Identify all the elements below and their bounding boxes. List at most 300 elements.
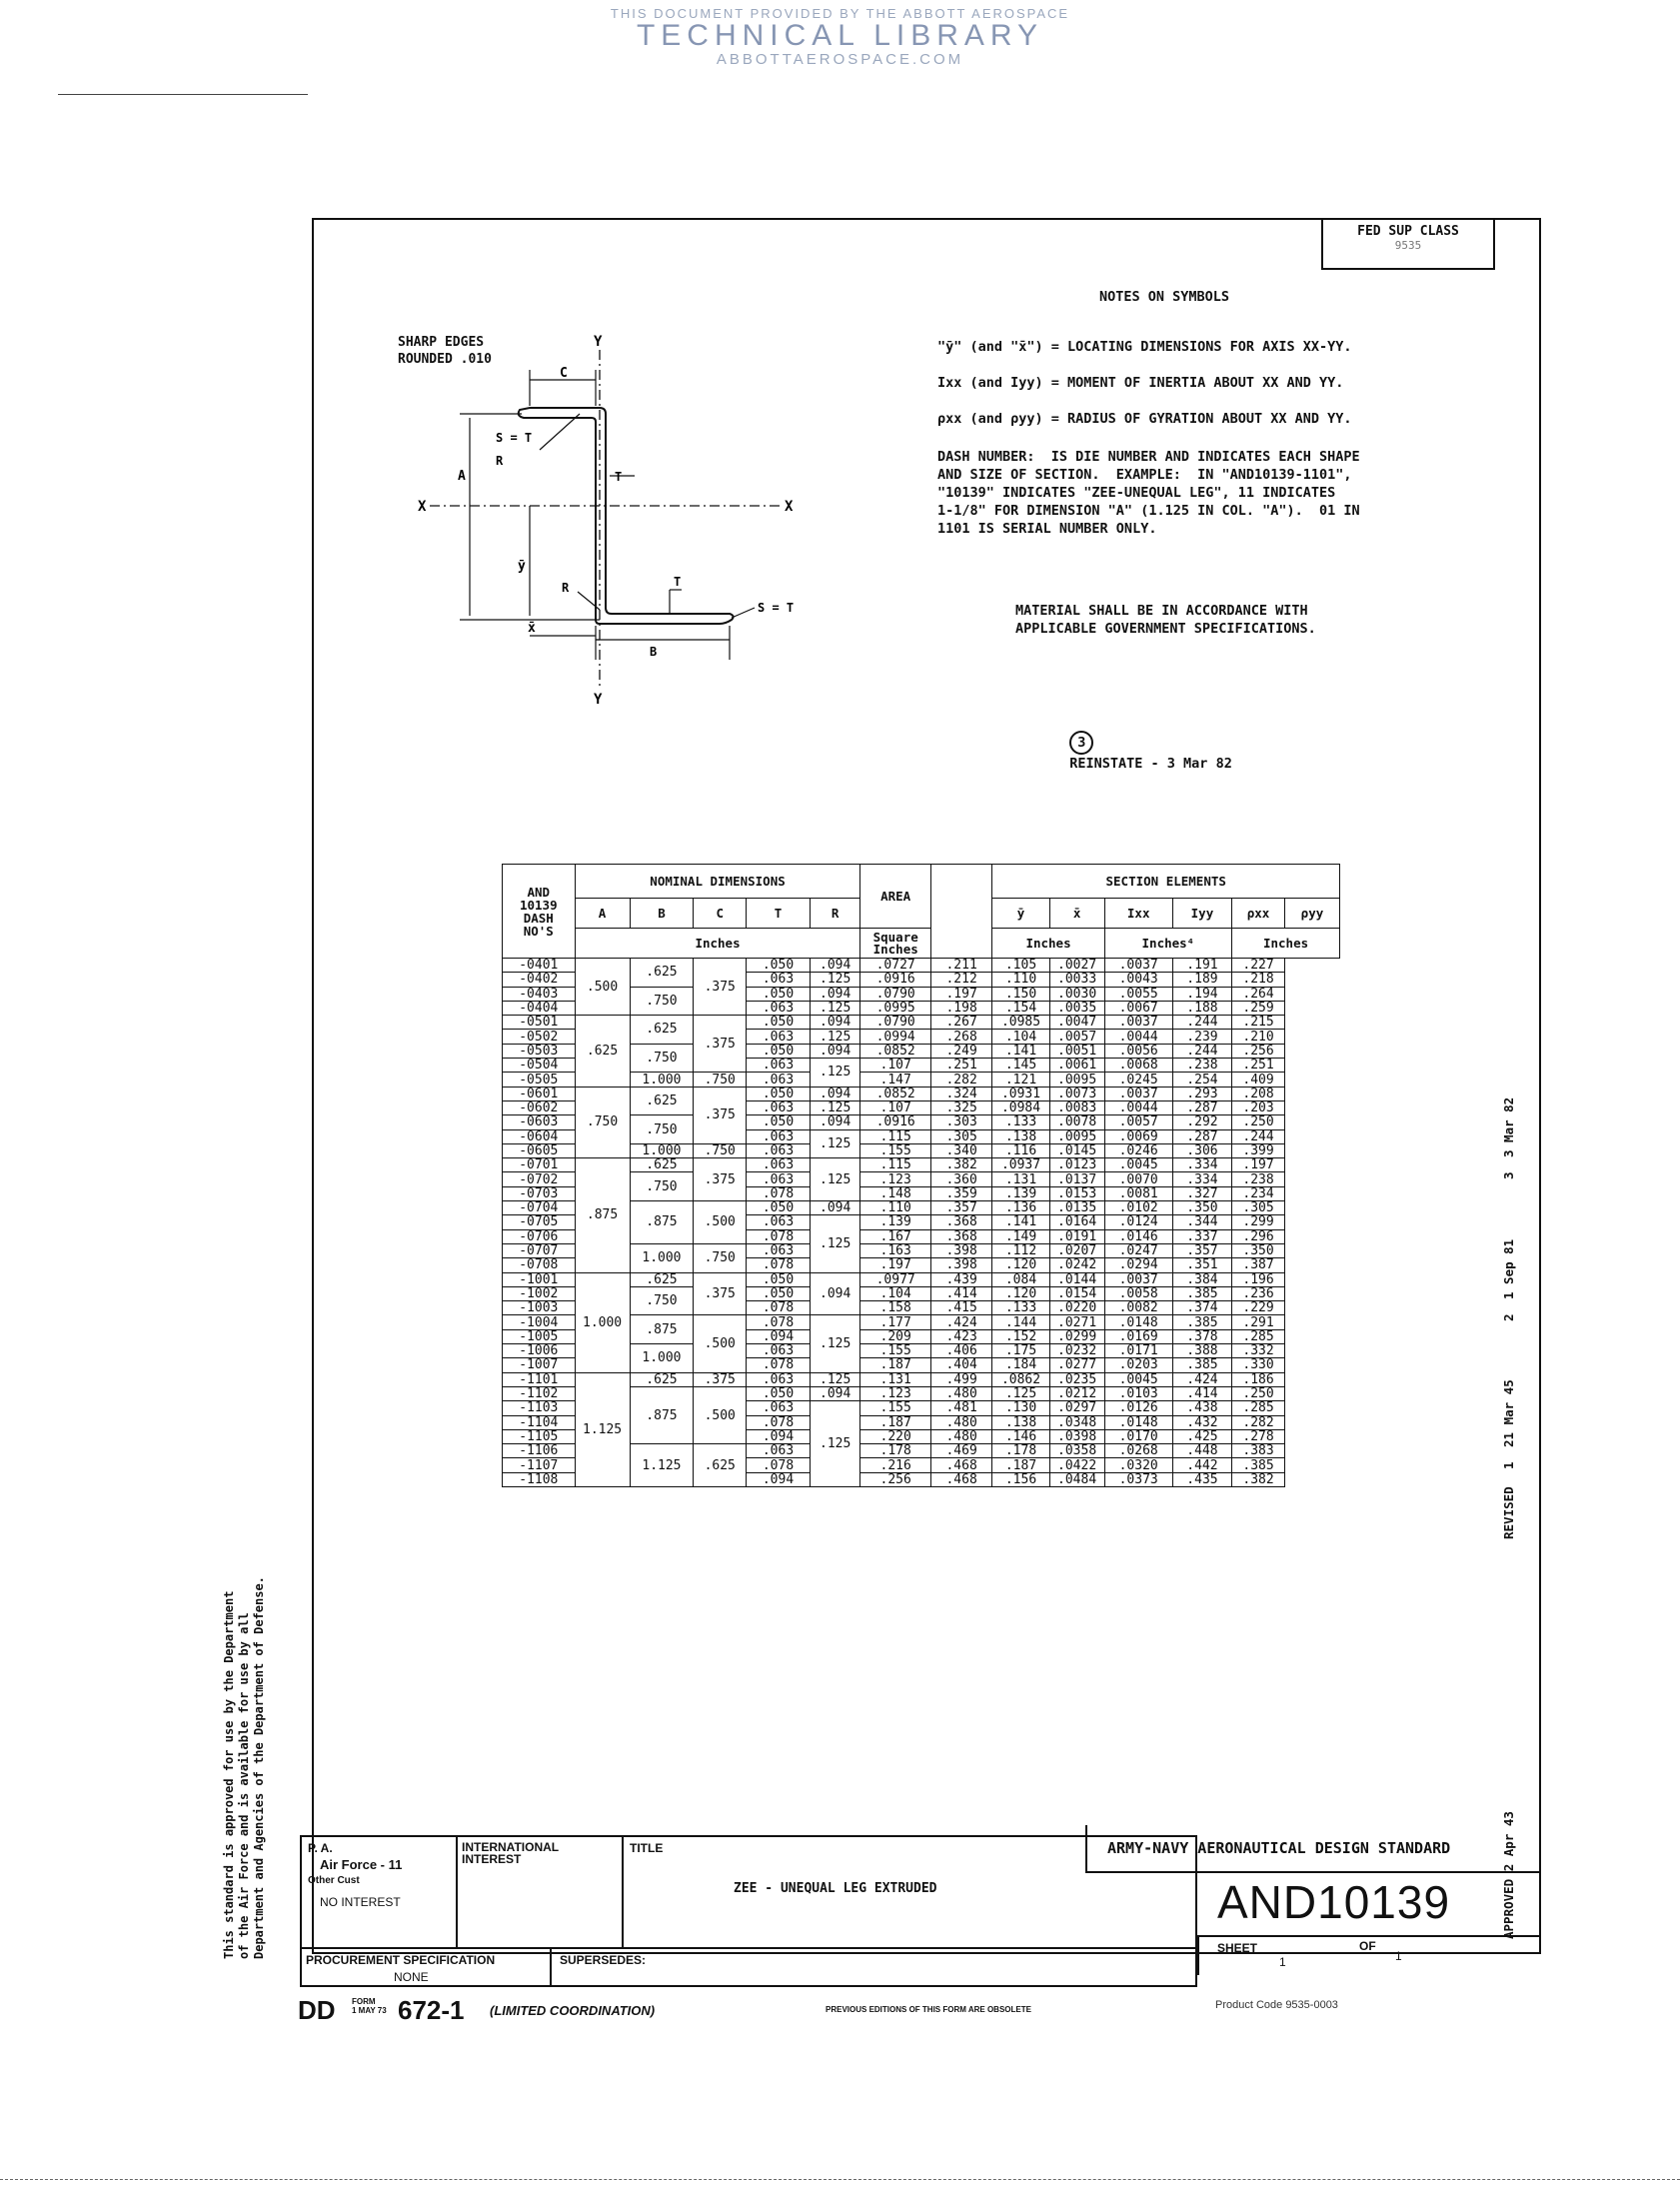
cell-ixx: .0212 [1049,1386,1104,1400]
cell-ixx: .0220 [1049,1301,1104,1315]
cell-t: .063 [747,973,811,987]
cell-ixx: .0299 [1049,1329,1104,1343]
cell-t: .050 [747,1201,811,1215]
cell-ryy: .282 [1232,1415,1285,1429]
cell-ryy: .203 [1232,1100,1285,1114]
cell-ybar: .340 [930,1143,992,1157]
cell-b: .625 [630,1016,694,1045]
cell-dash: -1107 [503,1458,576,1472]
cell-ryy: .256 [1232,1044,1285,1058]
cell-t: .063 [747,1030,811,1044]
cell-ixx: .0277 [1049,1358,1104,1372]
intl-label: INTERNATIONAL INTEREST [462,1840,560,1866]
cell-b: .875 [630,1201,694,1244]
cell-rxx: .292 [1172,1115,1231,1129]
cell-ryy: .332 [1232,1344,1285,1358]
cell-ixx: .0235 [1049,1372,1104,1386]
footer-code: Product Code 9535-0003 [1215,1999,1338,2011]
cell-t: .063 [747,1444,811,1458]
cell-iyy: .0037 [1104,1016,1172,1030]
cell-dash: -0403 [503,987,576,1001]
cell-b: .750 [630,1286,694,1315]
cell-area: .220 [860,1429,930,1443]
sheet-label: SHEET [1217,1941,1258,1955]
cell-xbar: .156 [992,1472,1049,1486]
cell-t: .063 [747,1073,811,1087]
cell-ixx: .0207 [1049,1243,1104,1257]
cell-area: .256 [860,1472,930,1486]
th-col-right: ȳ [992,899,1049,929]
title-text: ZEE - UNEQUAL LEG EXTRUDED [734,1881,937,1896]
cell-iyy: .0056 [1104,1044,1172,1058]
cell-b: .625 [630,1158,694,1172]
side-note: This standard is approved for use by the Department of the Air Force and is available for use by all Department and Agencies of the Department of Defense. [222,1576,266,1959]
th-square-inches: Square Inches [860,929,930,959]
reinstate-text: REINSTATE - 3 Mar 82 [1069,756,1232,772]
cell-xbar: .0931 [992,1087,1049,1100]
cell-a: 1.125 [575,1372,630,1486]
cell-dash: -0404 [503,1001,576,1015]
cell-ybar: .249 [930,1044,992,1058]
cell-iyy: .0247 [1104,1243,1172,1257]
th-col-left: C [694,899,747,929]
cell-ryy: .197 [1232,1158,1285,1172]
cell-iyy: .0268 [1104,1444,1172,1458]
cell-ybar: .424 [930,1315,992,1329]
cell-c: .375 [694,1372,747,1386]
note-reinstate [1053,713,1232,773]
cell-ryy: .236 [1232,1286,1285,1300]
cell-rxx: .425 [1172,1429,1231,1443]
cell-r: .125 [810,1001,860,1015]
cell-t: .078 [747,1301,811,1315]
diagram-note1: SHARP EDGES [398,335,485,350]
cell-ixx: .0348 [1049,1415,1104,1429]
intl-box [456,1835,624,1949]
pa-label: P. A. [308,1841,333,1855]
cell-iyy: .0082 [1104,1301,1172,1315]
cell-ixx: .0030 [1049,987,1104,1001]
footer-previous: PREVIOUS EDITIONS OF THIS FORM ARE OBSOLETE [826,2005,1031,2014]
cell-iyy: .0044 [1104,1030,1172,1044]
cell-c: .375 [694,1016,747,1073]
cell-t: .050 [747,987,811,1001]
cell-ixx: .0095 [1049,1129,1104,1143]
cell-ixx: .0073 [1049,1087,1104,1100]
cell-ixx: .0095 [1049,1073,1104,1087]
table-gap [930,865,992,959]
cell-xbar: .131 [992,1172,1049,1186]
standard-box [1085,1825,1541,1873]
cell-area: .216 [860,1458,930,1472]
cell-ixx: .0232 [1049,1344,1104,1358]
cell-xbar: .084 [992,1272,1049,1286]
cell-iyy: .0148 [1104,1415,1172,1429]
cell-xbar: .141 [992,1215,1049,1229]
cell-area: .0790 [860,1016,930,1030]
cell-rxx: .351 [1172,1258,1231,1272]
zee-section-diagram [410,330,840,710]
label-s-t: S = T [496,431,533,445]
cell-b: 1.000 [630,1243,694,1272]
cell-xbar: .152 [992,1329,1049,1343]
cell-ryy: .385 [1232,1458,1285,1472]
reinstate-circle: 3 [1069,731,1093,755]
th-nominal: NOMINAL DIMENSIONS [575,865,860,899]
cell-c: .750 [694,1143,747,1157]
cell-t: .050 [747,1087,811,1100]
cell-iyy: .0294 [1104,1258,1172,1272]
standard-number: AND10139 [1217,1876,1451,1928]
cell-area: .0916 [860,973,930,987]
cell-dash: -1003 [503,1301,576,1315]
cell-r: .125 [810,1315,860,1372]
cell-xbar: .0985 [992,1016,1049,1030]
table-row [503,1016,1340,1030]
label-xbar: x̄ [528,621,536,636]
cell-b: .875 [630,1315,694,1344]
cell-iyy: .0203 [1104,1358,1172,1372]
cell-r: .094 [810,1201,860,1215]
cell-iyy: .0070 [1104,1172,1172,1186]
cell-t: .078 [747,1186,811,1200]
cell-iyy: .0245 [1104,1073,1172,1087]
cell-dash: -0503 [503,1044,576,1058]
cell-area: .0995 [860,1001,930,1015]
cell-r: .094 [810,1016,860,1030]
cell-xbar: .149 [992,1229,1049,1243]
cell-t: .078 [747,1415,811,1429]
cell-area: .104 [860,1286,930,1300]
cell-ryy: .250 [1232,1386,1285,1400]
cell-ybar: .267 [930,1016,992,1030]
cell-dash: -1108 [503,1472,576,1486]
cell-ixx: .0145 [1049,1143,1104,1157]
rev-approved: APPROVED 2 Apr 43 [1501,1811,1516,1939]
cell-r: .094 [810,987,860,1001]
cell-rxx: .435 [1172,1472,1231,1486]
cell-t: .063 [747,1158,811,1172]
header-line3: ABBOTTAEROSPACE.COM [716,51,964,68]
cell-area: .107 [860,1059,930,1073]
cell-t: .063 [747,1172,811,1186]
cell-ryy: .218 [1232,973,1285,987]
cell-rxx: .448 [1172,1444,1231,1458]
cell-a: .625 [575,1016,630,1087]
cell-rxx: .244 [1172,1044,1231,1058]
cell-area: .155 [860,1344,930,1358]
th-area: AREA [860,865,930,929]
cell-t: .063 [747,1001,811,1015]
cell-area: .115 [860,1129,930,1143]
cell-xbar: .120 [992,1286,1049,1300]
label-t-vert: T [615,470,623,484]
cell-ybar: .415 [930,1301,992,1315]
cell-b: .875 [630,1386,694,1443]
cell-area: .187 [860,1358,930,1372]
label-s-t-bottom: S = T [758,601,795,615]
cell-dash: -0706 [503,1229,576,1243]
note-line3: ρxx (and ρyy) = RADIUS OF GYRATION ABOUT XX AND YY. [937,411,1352,427]
cell-c: .625 [694,1444,747,1487]
cell-b: .750 [630,1115,694,1144]
cell-rxx: .191 [1172,959,1231,973]
cell-r: .094 [810,1272,860,1315]
cell-area: .167 [860,1229,930,1243]
th-col-left: B [630,899,694,929]
cell-iyy: .0043 [1104,973,1172,987]
cell-area: .110 [860,1201,930,1215]
cell-rxx: .244 [1172,1016,1231,1030]
cell-iyy: .0037 [1104,1272,1172,1286]
cell-ryy: .383 [1232,1444,1285,1458]
cell-ybar: .212 [930,973,992,987]
fed-sup-class-value: 9535 [1394,239,1422,252]
cell-dash: -1101 [503,1372,576,1386]
cell-iyy: .0103 [1104,1386,1172,1400]
cell-area: .0852 [860,1087,930,1100]
cell-dash: -0402 [503,973,576,987]
note-line1: "ȳ" (and "x̄") = LOCATING DIMENSIONS FOR AXIS XX-YY. [937,339,1352,355]
sheet-box [1197,1935,1541,1975]
cell-rxx: .388 [1172,1344,1231,1358]
cell-t: .063 [747,1100,811,1114]
cell-iyy: .0057 [1104,1115,1172,1129]
cell-rxx: .238 [1172,1059,1231,1073]
standard-text: ARMY-NAVY AERONAUTICAL DESIGN STANDARD [1107,1839,1451,1857]
cell-iyy: .0126 [1104,1401,1172,1415]
cell-r: .125 [810,1372,860,1386]
cell-t: .050 [747,959,811,973]
footer-form-no: 672-1 [398,1995,465,2025]
cell-t: .050 [747,1286,811,1300]
cell-ryy: .251 [1232,1059,1285,1073]
cell-iyy: .0146 [1104,1229,1172,1243]
cell-iyy: .0124 [1104,1215,1172,1229]
cell-ryy: .244 [1232,1129,1285,1143]
cell-rxx: .357 [1172,1243,1231,1257]
cell-dash: -0502 [503,1030,576,1044]
cell-dash: -0704 [503,1201,576,1215]
cell-ryy: .259 [1232,1001,1285,1015]
cell-ybar: .480 [930,1429,992,1443]
cell-xbar: .0984 [992,1100,1049,1114]
cell-t: .063 [747,1372,811,1386]
cell-xbar: .133 [992,1115,1049,1129]
label-y-top: Y [594,334,603,350]
cell-t: .094 [747,1329,811,1343]
cell-area: .158 [860,1301,930,1315]
cell-r: .125 [810,1059,860,1088]
cell-rxx: .287 [1172,1100,1231,1114]
cell-dash: -0501 [503,1016,576,1030]
cell-area: .0790 [860,987,930,1001]
cell-area: .139 [860,1215,930,1229]
cell-ryy: .382 [1232,1472,1285,1486]
cell-ybar: .469 [930,1444,992,1458]
cell-ryy: .278 [1232,1429,1285,1443]
cell-t: .063 [747,1129,811,1143]
rev-label: REVISED [1501,1486,1516,1539]
cell-ixx: .0191 [1049,1229,1104,1243]
cell-ixx: .0422 [1049,1458,1104,1472]
cell-t: .050 [747,1386,811,1400]
cell-area: .187 [860,1415,930,1429]
cell-area: .0727 [860,959,930,973]
cell-iyy: .0246 [1104,1143,1172,1157]
cell-iyy: .0037 [1104,959,1172,973]
rev3-date: 3 Mar 82 [1501,1096,1516,1157]
cell-rxx: .350 [1172,1201,1231,1215]
pa-box [300,1835,458,1949]
cell-ybar: .325 [930,1100,992,1114]
cell-ixx: .0398 [1049,1429,1104,1443]
cell-iyy: .0170 [1104,1429,1172,1443]
cell-dash: -1105 [503,1429,576,1443]
cell-b: .750 [630,1044,694,1073]
cell-dash: -1006 [503,1344,576,1358]
cell-ryy: .296 [1232,1229,1285,1243]
cell-c: .375 [694,1272,747,1315]
cell-rxx: .385 [1172,1358,1231,1372]
label-ybar: ȳ [518,559,526,574]
cell-area: .155 [860,1143,930,1157]
cell-ixx: .0164 [1049,1215,1104,1229]
cell-dash: -0601 [503,1087,576,1100]
cell-r: .094 [810,1115,860,1129]
cell-xbar: .154 [992,1001,1049,1015]
note-dash-number: DASH NUMBER: IS DIE NUMBER AND INDICATES EACH SHAPE AND SIZE OF SECTION. EXAMPLE: IN "AND10139-1101", "10139" INDICATES "ZEE-UNEQUAL LEG", 11 INDICATES 1-1/8" FOR DIMENSION "A" (1.125 IN COL. "A"). 01 IN 1101 IS SERIAL NUMBER ONLY. [937,449,1360,537]
cell-ybar: .359 [930,1186,992,1200]
cell-xbar: .178 [992,1444,1049,1458]
cell-rxx: .334 [1172,1158,1231,1172]
cell-r: .125 [810,1215,860,1272]
th-col-right: Iyy [1172,899,1231,929]
pa-no-interest: NO INTEREST [320,1895,401,1909]
cell-rxx: .306 [1172,1143,1231,1157]
cell-dash: -0401 [503,959,576,973]
cell-ryy: .330 [1232,1358,1285,1372]
cell-c: .500 [694,1315,747,1372]
cell-b: 1.000 [630,1073,694,1087]
cell-t: .078 [747,1458,811,1472]
th-col-right: Ixx [1104,899,1172,929]
table-row [503,1087,1340,1100]
cell-ybar: .398 [930,1243,992,1257]
cell-dash: -0602 [503,1100,576,1114]
cell-ybar: .481 [930,1401,992,1415]
cell-xbar: .145 [992,1059,1049,1073]
cell-area: .177 [860,1315,930,1329]
table-row [503,959,1340,973]
cell-iyy: .0037 [1104,1087,1172,1100]
cell-rxx: .327 [1172,1186,1231,1200]
top-rule [58,94,308,95]
cell-ybar: .368 [930,1215,992,1229]
label-x-left: X [418,499,427,515]
cell-iyy: .0069 [1104,1129,1172,1143]
cell-rxx: .424 [1172,1372,1231,1386]
cell-ybar: .423 [930,1329,992,1343]
cell-ixx: .0027 [1049,959,1104,973]
cell-xbar: .0862 [992,1372,1049,1386]
cell-ixx: .0035 [1049,1001,1104,1015]
cell-xbar: .105 [992,959,1049,973]
cell-area: .155 [860,1401,930,1415]
cell-rxx: .337 [1172,1229,1231,1243]
cell-ybar: .368 [930,1229,992,1243]
cell-xbar: .187 [992,1458,1049,1472]
cell-ixx: .0153 [1049,1186,1104,1200]
cell-ixx: .0297 [1049,1401,1104,1415]
cell-area: .123 [860,1386,930,1400]
of-value: 1 [1395,1949,1402,1963]
cell-ixx: .0242 [1049,1258,1104,1272]
cell-c: .375 [694,959,747,1016]
cell-a: .875 [575,1158,630,1272]
cell-t: .063 [747,1215,811,1229]
cell-iyy: .0102 [1104,1201,1172,1215]
cell-area: .0977 [860,1272,930,1286]
cell-b: .625 [630,959,694,988]
cell-dash: -0701 [503,1158,576,1172]
cell-ybar: .398 [930,1258,992,1272]
cell-ixx: .0137 [1049,1172,1104,1186]
th-col-left: A [575,899,630,929]
cell-b: .750 [630,987,694,1016]
bottom-rule [0,2179,1680,2180]
cell-t: .078 [747,1258,811,1272]
cell-r: .125 [810,1401,860,1487]
cell-c: .750 [694,1243,747,1272]
cell-iyy: .0058 [1104,1286,1172,1300]
cell-t: .050 [747,1272,811,1286]
cell-xbar: .125 [992,1386,1049,1400]
fed-sup-class-label: FED SUP CLASS [1357,224,1459,239]
table-row [503,1372,1340,1386]
cell-iyy: .0171 [1104,1344,1172,1358]
proc-label: PROCUREMENT SPECIFICATION [306,1953,496,1967]
cell-iyy: .0081 [1104,1186,1172,1200]
cell-rxx: .239 [1172,1030,1231,1044]
footer-form: FORM 1 MAY 73 [352,1997,387,2015]
header-line2: TECHNICAL LIBRARY [636,19,1044,52]
cell-rxx: .188 [1172,1001,1231,1015]
cell-ryy: .350 [1232,1243,1285,1257]
cell-rxx: .293 [1172,1087,1231,1100]
cell-dash: -0504 [503,1059,576,1073]
cell-iyy: .0044 [1104,1100,1172,1114]
cell-ybar: .251 [930,1059,992,1073]
cell-xbar: .0937 [992,1158,1049,1172]
table-row [503,1158,1340,1172]
cell-area: .0852 [860,1044,930,1058]
cell-area: .178 [860,1444,930,1458]
cell-area: .148 [860,1186,930,1200]
cell-rxx: .287 [1172,1129,1231,1143]
cell-ybar: .414 [930,1286,992,1300]
label-y-bottom: Y [594,692,603,708]
cell-b: 1.125 [630,1444,694,1487]
rev2-num: 2 [1501,1313,1516,1321]
cell-t: .078 [747,1358,811,1372]
header-line1: THIS DOCUMENT PROVIDED BY THE ABBOTT AEROSPACE [610,6,1070,21]
cell-c: .375 [694,1087,747,1143]
cell-xbar: .139 [992,1186,1049,1200]
cell-ryy: .186 [1232,1372,1285,1386]
cell-t: .063 [747,1401,811,1415]
cell-rxx: .378 [1172,1329,1231,1343]
